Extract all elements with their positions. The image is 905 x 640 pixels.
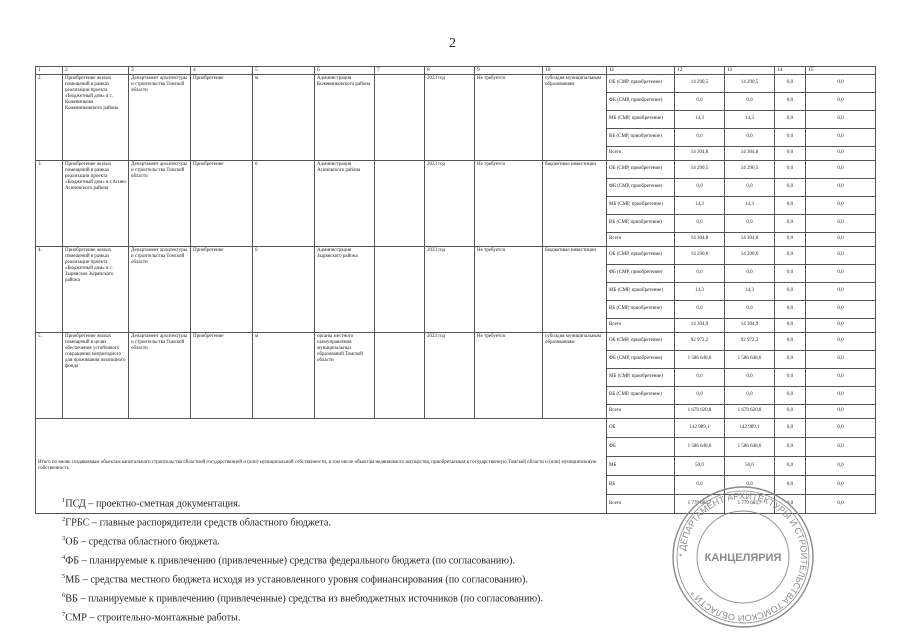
office-stamp [668, 482, 818, 632]
amount-v15: 0,0 [806, 128, 876, 146]
footnote-text: МБ – средства местного бюджета исходя из установленного уровня софинансирования (по согласованию). [65, 574, 528, 586]
total-amount-v14: 0,0 [775, 494, 806, 513]
recipient: Администрация Кожевниковского района [315, 74, 375, 160]
row-number: 3. [36, 160, 63, 246]
header-col-14: 14 [775, 67, 806, 75]
page-number: 2 [449, 36, 456, 51]
amount-v14: 0,0 [775, 146, 806, 160]
amount-v15: 0,0 [806, 386, 876, 404]
source-label: МБ (СМР, приобретение) [607, 110, 675, 128]
funding-form: бюджетные инвестиции [543, 160, 607, 246]
header-row [36, 67, 876, 75]
total-amount-v13: 1 779 683,7 [725, 494, 775, 513]
row-number: 4. [36, 246, 63, 332]
amount-v15: 0,0 [806, 300, 876, 318]
total-amount-v13: 1 586 648,6 [725, 437, 775, 456]
object-name: Приобретение жилых помещений в целях обеспечения устойчивого сокращения непригодного для проживания жилищного фонда [63, 332, 129, 418]
total-source-label: ВБ [607, 475, 675, 494]
object-row [36, 160, 876, 178]
amount-v13: 14 290,5 [725, 160, 775, 178]
source-label: ФБ (СМР, приобретение) [607, 92, 675, 110]
header-col-15: 15 [806, 67, 876, 75]
amount-v12: 14,3 [675, 110, 725, 128]
recipient: Администрация Асиновского района [315, 160, 375, 246]
col5-value: 0 [253, 160, 315, 246]
total-amount-v13: 142 989,1 [725, 418, 775, 437]
col7-value [375, 160, 425, 246]
amount-v15: 0,0 [806, 74, 876, 92]
total-source-label: ФБ [607, 437, 675, 456]
amount-v12: 1 586 648,6 [675, 350, 725, 368]
header-col-6: 6 [315, 67, 375, 75]
amount-v12: 92 972,2 [675, 332, 725, 350]
funding-form: бюджетные инвестиции [543, 246, 607, 332]
row-number: 5. [36, 332, 63, 418]
amount-v14: 0,0 [775, 196, 806, 214]
amount-v14: 0,0 [775, 318, 806, 332]
stamp-center-text: КАНЦЕЛЯРИЯ [704, 552, 782, 564]
amount-v12: 0,0 [675, 178, 725, 196]
source-label: МБ (СМР, приобретение) [607, 282, 675, 300]
footnote [62, 493, 543, 512]
funding-form: субсидия муниципальным образованиям [543, 74, 607, 160]
amount-v12: 14 304,8 [675, 146, 725, 160]
header-col-2: 2 [63, 67, 129, 75]
object-row [36, 332, 876, 350]
amount-v13: 1 679 620,8 [725, 404, 775, 418]
amount-v15: 0,0 [806, 350, 876, 368]
source-label: ВБ (СМР, приобретение) [607, 128, 675, 146]
grbs: Департамент архитектуры и строительства Томской области [129, 332, 191, 418]
total-amount-v15: 0,0 [806, 494, 876, 513]
psd-status: Не требуется [475, 246, 543, 332]
total-amount-v12: 0,0 [675, 475, 725, 494]
amount-v12: 14,3 [675, 282, 725, 300]
amount-v14: 0,0 [775, 300, 806, 318]
total-amount-v15: 0,0 [806, 418, 876, 437]
psd-status: Не требуется [475, 332, 543, 418]
header-col-4: 4 [191, 67, 253, 75]
amount-v12: 0,0 [675, 128, 725, 146]
amount-v15: 0,0 [806, 318, 876, 332]
total-amount-v14: 0,0 [775, 475, 806, 494]
amount-v12: 14 304,9 [675, 318, 725, 332]
footnote [62, 569, 543, 588]
header-col-1: 1 [36, 67, 63, 75]
row-number: 2. [36, 74, 63, 160]
amount-v15: 0,0 [806, 196, 876, 214]
total-amount-v13: 0,0 [725, 475, 775, 494]
amount-v13: 14 304,9 [725, 318, 775, 332]
header-col-10: 10 [543, 67, 607, 75]
footnote [62, 512, 543, 531]
source-label: Всего [607, 404, 675, 418]
source-label: ВБ (СМР, приобретение) [607, 214, 675, 232]
amount-v13: 0,0 [725, 386, 775, 404]
source-label: Всего [607, 232, 675, 246]
amount-v13: 14 304,8 [725, 146, 775, 160]
header-col-11: 11 [607, 67, 675, 75]
header-col-13: 13 [725, 67, 775, 75]
amount-v12: 14 290,6 [675, 246, 725, 264]
source-label: ВБ (СМР, приобретение) [607, 386, 675, 404]
total-source-label: Всего [607, 494, 675, 513]
psd-status: Не требуется [475, 160, 543, 246]
amount-v12: 0,0 [675, 368, 725, 386]
amount-v14: 0,0 [775, 160, 806, 178]
source-label: ФБ (СМР, приобретение) [607, 350, 675, 368]
source-label: ФБ (СМР, приобретение) [607, 264, 675, 282]
col7-value [375, 332, 425, 418]
amount-v15: 0,0 [806, 264, 876, 282]
amount-v13: 0,0 [725, 128, 775, 146]
source-label: МБ (СМР, приобретение) [607, 368, 675, 386]
footnote-mark: 5 [62, 572, 66, 580]
amount-v13: 0,0 [725, 178, 775, 196]
amount-v15: 0,0 [806, 404, 876, 418]
amount-v13: 14 290,5 [725, 74, 775, 92]
amount-v14: 0,0 [775, 282, 806, 300]
object-name: Приобретение жилых помещений в рамках реализации проекта «Бюджетный дом» в г.Асино Асиновского района [63, 160, 129, 246]
amount-v14: 0,0 [775, 92, 806, 110]
amount-v13: 14 304,8 [725, 232, 775, 246]
amount-v15: 0,0 [806, 232, 876, 246]
header-col-12: 12 [675, 67, 725, 75]
source-label: Всего [607, 146, 675, 160]
amount-v15: 0,0 [806, 92, 876, 110]
source-label: МБ (СМР, приобретение) [607, 196, 675, 214]
object-name: Приобретение жилых помещений в рамках реализации проекта «Бюджетный дом» в с. Кожевниково Кожевниковского района [63, 74, 129, 160]
amount-v13: 14,3 [725, 110, 775, 128]
total-source-label: МБ [607, 456, 675, 475]
amount-v13: 0,0 [725, 368, 775, 386]
amount-v14: 0,0 [775, 178, 806, 196]
footnote [62, 588, 543, 607]
total-amount-v14: 0,0 [775, 456, 806, 475]
year: 2023 год [425, 332, 475, 418]
total-amount-v12: 1 586 648,6 [675, 437, 725, 456]
amount-v14: 0,0 [775, 128, 806, 146]
footnote-mark: 2 [62, 515, 66, 523]
year: 2023 год [425, 160, 475, 246]
object-row [36, 74, 876, 92]
action-type: Приобретение [191, 332, 253, 418]
amount-v14: 0,0 [775, 350, 806, 368]
amount-v13: 0,0 [725, 300, 775, 318]
amount-v15: 0,0 [806, 332, 876, 350]
amount-v13: 14,3 [725, 196, 775, 214]
col7-value [375, 74, 425, 160]
grbs: Департамент архитектуры и строительства Томской области [129, 160, 191, 246]
source-label: ФБ (СМР, приобретение) [607, 178, 675, 196]
stamp-ring-text: * ДЕПАРТАМЕНТ АРХИТЕКТУРЫ И СТРОИТЕЛЬСТВА ТОМСКОЙ ОБЛАСТИ * [676, 490, 810, 624]
total-amount-v12: 142 989,1 [675, 418, 725, 437]
footnote-mark: 3 [62, 534, 66, 542]
object-row [36, 246, 876, 264]
capital-objects-table [35, 66, 876, 514]
total-amount-v15: 0,0 [806, 456, 876, 475]
amount-v13: 1 586 648,6 [725, 350, 775, 368]
amount-v14: 0,0 [775, 214, 806, 232]
amount-v12: 0,0 [675, 264, 725, 282]
footnote-text: ГРБС – главные распорядители средств областного бюджета. [65, 517, 331, 529]
footnote-text: СМР – строительно-монтажные работы. [65, 612, 241, 624]
total-amount-v14: 0,0 [775, 418, 806, 437]
amount-v15: 0,0 [806, 178, 876, 196]
total-amount-v15: 0,0 [806, 475, 876, 494]
footnotes [62, 493, 543, 626]
amount-v14: 0,0 [775, 332, 806, 350]
amount-v15: 0,0 [806, 282, 876, 300]
source-label: ОБ (СМР, приобретение) [607, 332, 675, 350]
action-type: Приобретение [191, 160, 253, 246]
amount-v14: 0,0 [775, 264, 806, 282]
amount-v13: 14,3 [725, 282, 775, 300]
grbs: Департамент архитектуры и строительства Томской области [129, 246, 191, 332]
amount-v12: 14 290,5 [675, 160, 725, 178]
footnote [62, 607, 543, 626]
amount-v12: 1 679 620,8 [675, 404, 725, 418]
amount-v14: 0,0 [775, 368, 806, 386]
amount-v14: 0,0 [775, 246, 806, 264]
source-label: ВБ (СМР, приобретение) [607, 300, 675, 318]
recipient: органы местного самоуправления муниципальных образований Томской области [315, 332, 375, 418]
total-amount-v12: 1 779 683,7 [675, 494, 725, 513]
amount-v12: 0,0 [675, 214, 725, 232]
recipient: Администрация Зырянского района [315, 246, 375, 332]
amount-v14: 0,0 [775, 386, 806, 404]
total-source-label: ОБ [607, 418, 675, 437]
footnote-text: ПСД – проектно-сметная документация. [65, 498, 241, 510]
amount-v15: 0,0 [806, 146, 876, 160]
amount-v13: 92 972,2 [725, 332, 775, 350]
total-label: Итого по вновь создаваемым объектам капитального строительства областной государственной и (или) муниципальной собственности, в том числе объектам недвижимого имущества, приобретаемым в государственную Томской области и (или) муниципальную собственность [36, 418, 607, 513]
header-col-9: 9 [475, 67, 543, 75]
amount-v15: 0,0 [806, 110, 876, 128]
total-amount-v12: 50,0 [675, 456, 725, 475]
header-col-7: 7 [375, 67, 425, 75]
footnote-mark: 7 [62, 610, 66, 618]
footnote-mark: 4 [62, 553, 66, 561]
source-label: ОБ (СМР, приобретение) [607, 160, 675, 178]
footnote-text: ФБ – планируемые к привлечению (привлеченные) средства федерального бюджета (по согласованию). [65, 555, 515, 567]
amount-v13: 0,0 [725, 92, 775, 110]
amount-v13: 14 290,6 [725, 246, 775, 264]
object-name: Приобретение жилых помещений в рамках реализации проекта «Бюджетный дом» в с. Зырянское Зырянского района [63, 246, 129, 332]
col7-value [375, 246, 425, 332]
funding-form: субсидия муниципальным образованиям [543, 332, 607, 418]
amount-v12: 0,0 [675, 386, 725, 404]
footnote [62, 531, 543, 550]
header-col-8: 8 [425, 67, 475, 75]
source-label: ОБ (СМР, приобретение) [607, 246, 675, 264]
amount-v12: 0,0 [675, 92, 725, 110]
col5-value: м [253, 332, 315, 418]
amount-v13: 0,0 [725, 264, 775, 282]
total-amount-v14: 0,0 [775, 437, 806, 456]
amount-v14: 0,0 [775, 404, 806, 418]
source-label: ОБ (СМР, приобретение) [607, 74, 675, 92]
action-type: Приобретение [191, 246, 253, 332]
amount-v15: 0,0 [806, 160, 876, 178]
amount-v14: 0,0 [775, 110, 806, 128]
amount-v14: 0,0 [775, 232, 806, 246]
col5-value: 0 [253, 246, 315, 332]
source-label: Всего [607, 318, 675, 332]
footnote-text: ВБ – планируемые к привлечению (привлеченные) средства из внебюджетных источников (по согласованию). [65, 593, 543, 605]
footnote-text: ОБ – средства областного бюджета. [65, 536, 220, 548]
col5-value: м [253, 74, 315, 160]
header-col-5: 5 [253, 67, 315, 75]
header-col-3: 3 [129, 67, 191, 75]
action-type: Приобретение [191, 74, 253, 160]
amount-v12: 14 304,8 [675, 232, 725, 246]
year: 2023 год [425, 74, 475, 160]
amount-v12: 14,3 [675, 196, 725, 214]
total-row [36, 418, 876, 437]
amount-v14: 0,0 [775, 74, 806, 92]
footnote-mark: 6 [62, 591, 66, 599]
amount-v15: 0,0 [806, 368, 876, 386]
footnote [62, 550, 543, 569]
footnote-mark: 1 [62, 497, 66, 504]
total-amount-v13: 50,0 [725, 456, 775, 475]
total-amount-v15: 0,0 [806, 437, 876, 456]
amount-v12: 0,0 [675, 300, 725, 318]
amount-v13: 0,0 [725, 214, 775, 232]
amount-v15: 0,0 [806, 246, 876, 264]
amount-v12: 14 290,5 [675, 74, 725, 92]
psd-status: Не требуется [475, 74, 543, 160]
amount-v15: 0,0 [806, 214, 876, 232]
year: 2023 год [425, 246, 475, 332]
grbs: Департамент архитектуры и строительства Томской области [129, 74, 191, 160]
